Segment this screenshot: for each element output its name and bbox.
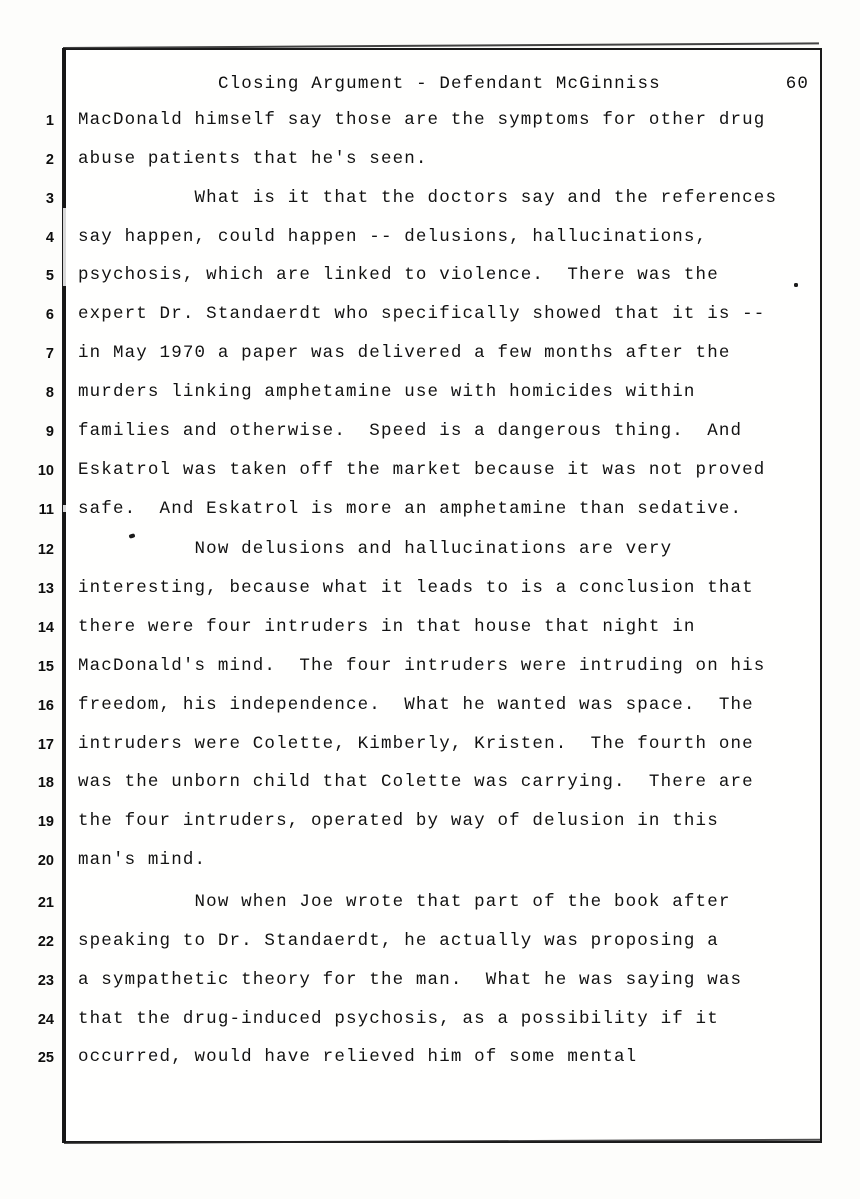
transcript-line-text: MacDonald's mind. The four intruders were intruding on his [78, 655, 766, 676]
line-number: 14 [37, 620, 54, 637]
transcript-line [0, 421, 860, 451]
transcript-line-text: MacDonald himself say those are the symptoms for other drug [78, 110, 766, 130]
line-number: 24 [37, 1011, 54, 1028]
line-number: 9 [45, 423, 54, 440]
line-number: 16 [37, 697, 54, 714]
transcript-line [0, 265, 860, 295]
transcript-line-text: What is it that the doctors say and the references [78, 187, 778, 208]
line-number: 6 [45, 307, 54, 324]
transcript-line [0, 892, 860, 922]
transcript-line [0, 149, 860, 179]
line-number: 13 [37, 581, 54, 598]
transcript-line-text: safe. And Eskatrol is more an amphetamine than sedative. [78, 498, 743, 519]
transcript-line [0, 656, 860, 686]
line-number: 15 [37, 658, 54, 675]
line-number: 11 [38, 501, 54, 518]
transcript-line-text: the four intruders, operated by way of delusion in this [78, 811, 719, 832]
line-number: 20 [37, 853, 54, 870]
transcript-line [0, 188, 860, 218]
transcript-line-text: occurred, would have relieved him of some mental [78, 1047, 638, 1068]
transcript-line-text: a sympathetic theory for the man. What he was saying was [78, 969, 743, 990]
transcript-line-text: intruders were Colette, Kimberly, Kristen. The fourth one [78, 733, 754, 754]
page-title: Closing Argument - Defendant McGinniss [218, 74, 661, 94]
transcript-line [0, 539, 860, 569]
transcript-line-text: speaking to Dr. Standaerdt, he actually was proposing a [78, 930, 719, 951]
transcript-line-text: murders linking amphetamine use with homicides within [78, 381, 696, 402]
line-number: 12 [37, 542, 54, 559]
line-number: 4 [45, 229, 54, 246]
transcript-line-text: in May 1970 a paper was delivered a few months after the [78, 343, 731, 364]
transcript-line [0, 772, 860, 802]
transcript-line-text: expert Dr. Standaerdt who specifically showed that it is -- [78, 304, 766, 325]
transcript-line [0, 578, 860, 608]
transcript-line [0, 382, 860, 412]
transcript-line [0, 304, 860, 334]
transcript-line [0, 1009, 860, 1039]
line-number: 25 [37, 1050, 54, 1067]
line-number: 21 [37, 895, 54, 911]
line-number: 3 [45, 190, 54, 207]
transcript-line-text: Now when Joe wrote that part of the book after [78, 892, 731, 912]
line-number: 1 [45, 113, 54, 129]
page-number: 60 [785, 74, 809, 94]
line-number: 5 [45, 268, 54, 285]
line-number: 7 [45, 346, 54, 363]
scan-speck-icon [794, 283, 798, 287]
transcript-line-text: Now delusions and hallucinations are very [78, 539, 673, 560]
transcript-line-text: psychosis, which are linked to violence. There was the [78, 265, 719, 286]
transcript-line [0, 227, 860, 257]
transcript-line-text: that the drug-induced psychosis, as a possibility if it [78, 1008, 719, 1029]
transcript-line [0, 343, 860, 373]
line-number: 2 [45, 151, 54, 168]
transcript-line-text: say happen, could happen -- delusions, hallucinations, [78, 226, 708, 247]
transcript-line [0, 460, 860, 490]
transcript-line [0, 850, 860, 880]
transcript-line [0, 734, 860, 764]
transcript-line [0, 617, 860, 647]
transcript-line [0, 499, 860, 529]
transcript-line [0, 931, 860, 961]
line-number: 22 [37, 933, 54, 950]
transcript-line-text: Eskatrol was taken off the market because it was not proved [78, 459, 766, 480]
transcript-line-text: there were four intruders in that house that night in [78, 617, 696, 638]
transcript-line-text: freedom, his independence. What he wanted was space. The [78, 694, 754, 715]
transcript-line [0, 1047, 860, 1077]
transcript-line-text: families and otherwise. Speed is a dangerous thing. And [78, 420, 743, 441]
line-number: 17 [37, 736, 54, 753]
transcript-line-text: abuse patients that he's seen. [78, 148, 428, 169]
line-number: 19 [37, 814, 54, 831]
transcript-line-text: interesting, because what it leads to is a conclusion that [78, 578, 754, 599]
line-number: 18 [37, 775, 54, 792]
transcript-line [0, 695, 860, 725]
transcript-line-text: was the unborn child that Colette was carrying. There are [78, 772, 754, 793]
transcript-line [0, 811, 860, 841]
transcript-line [0, 970, 860, 1000]
transcript-line [0, 110, 860, 140]
line-number: 23 [37, 972, 54, 989]
transcript-line-text: man's mind. [78, 850, 207, 871]
line-number: 10 [37, 462, 54, 479]
line-number: 8 [45, 384, 54, 401]
